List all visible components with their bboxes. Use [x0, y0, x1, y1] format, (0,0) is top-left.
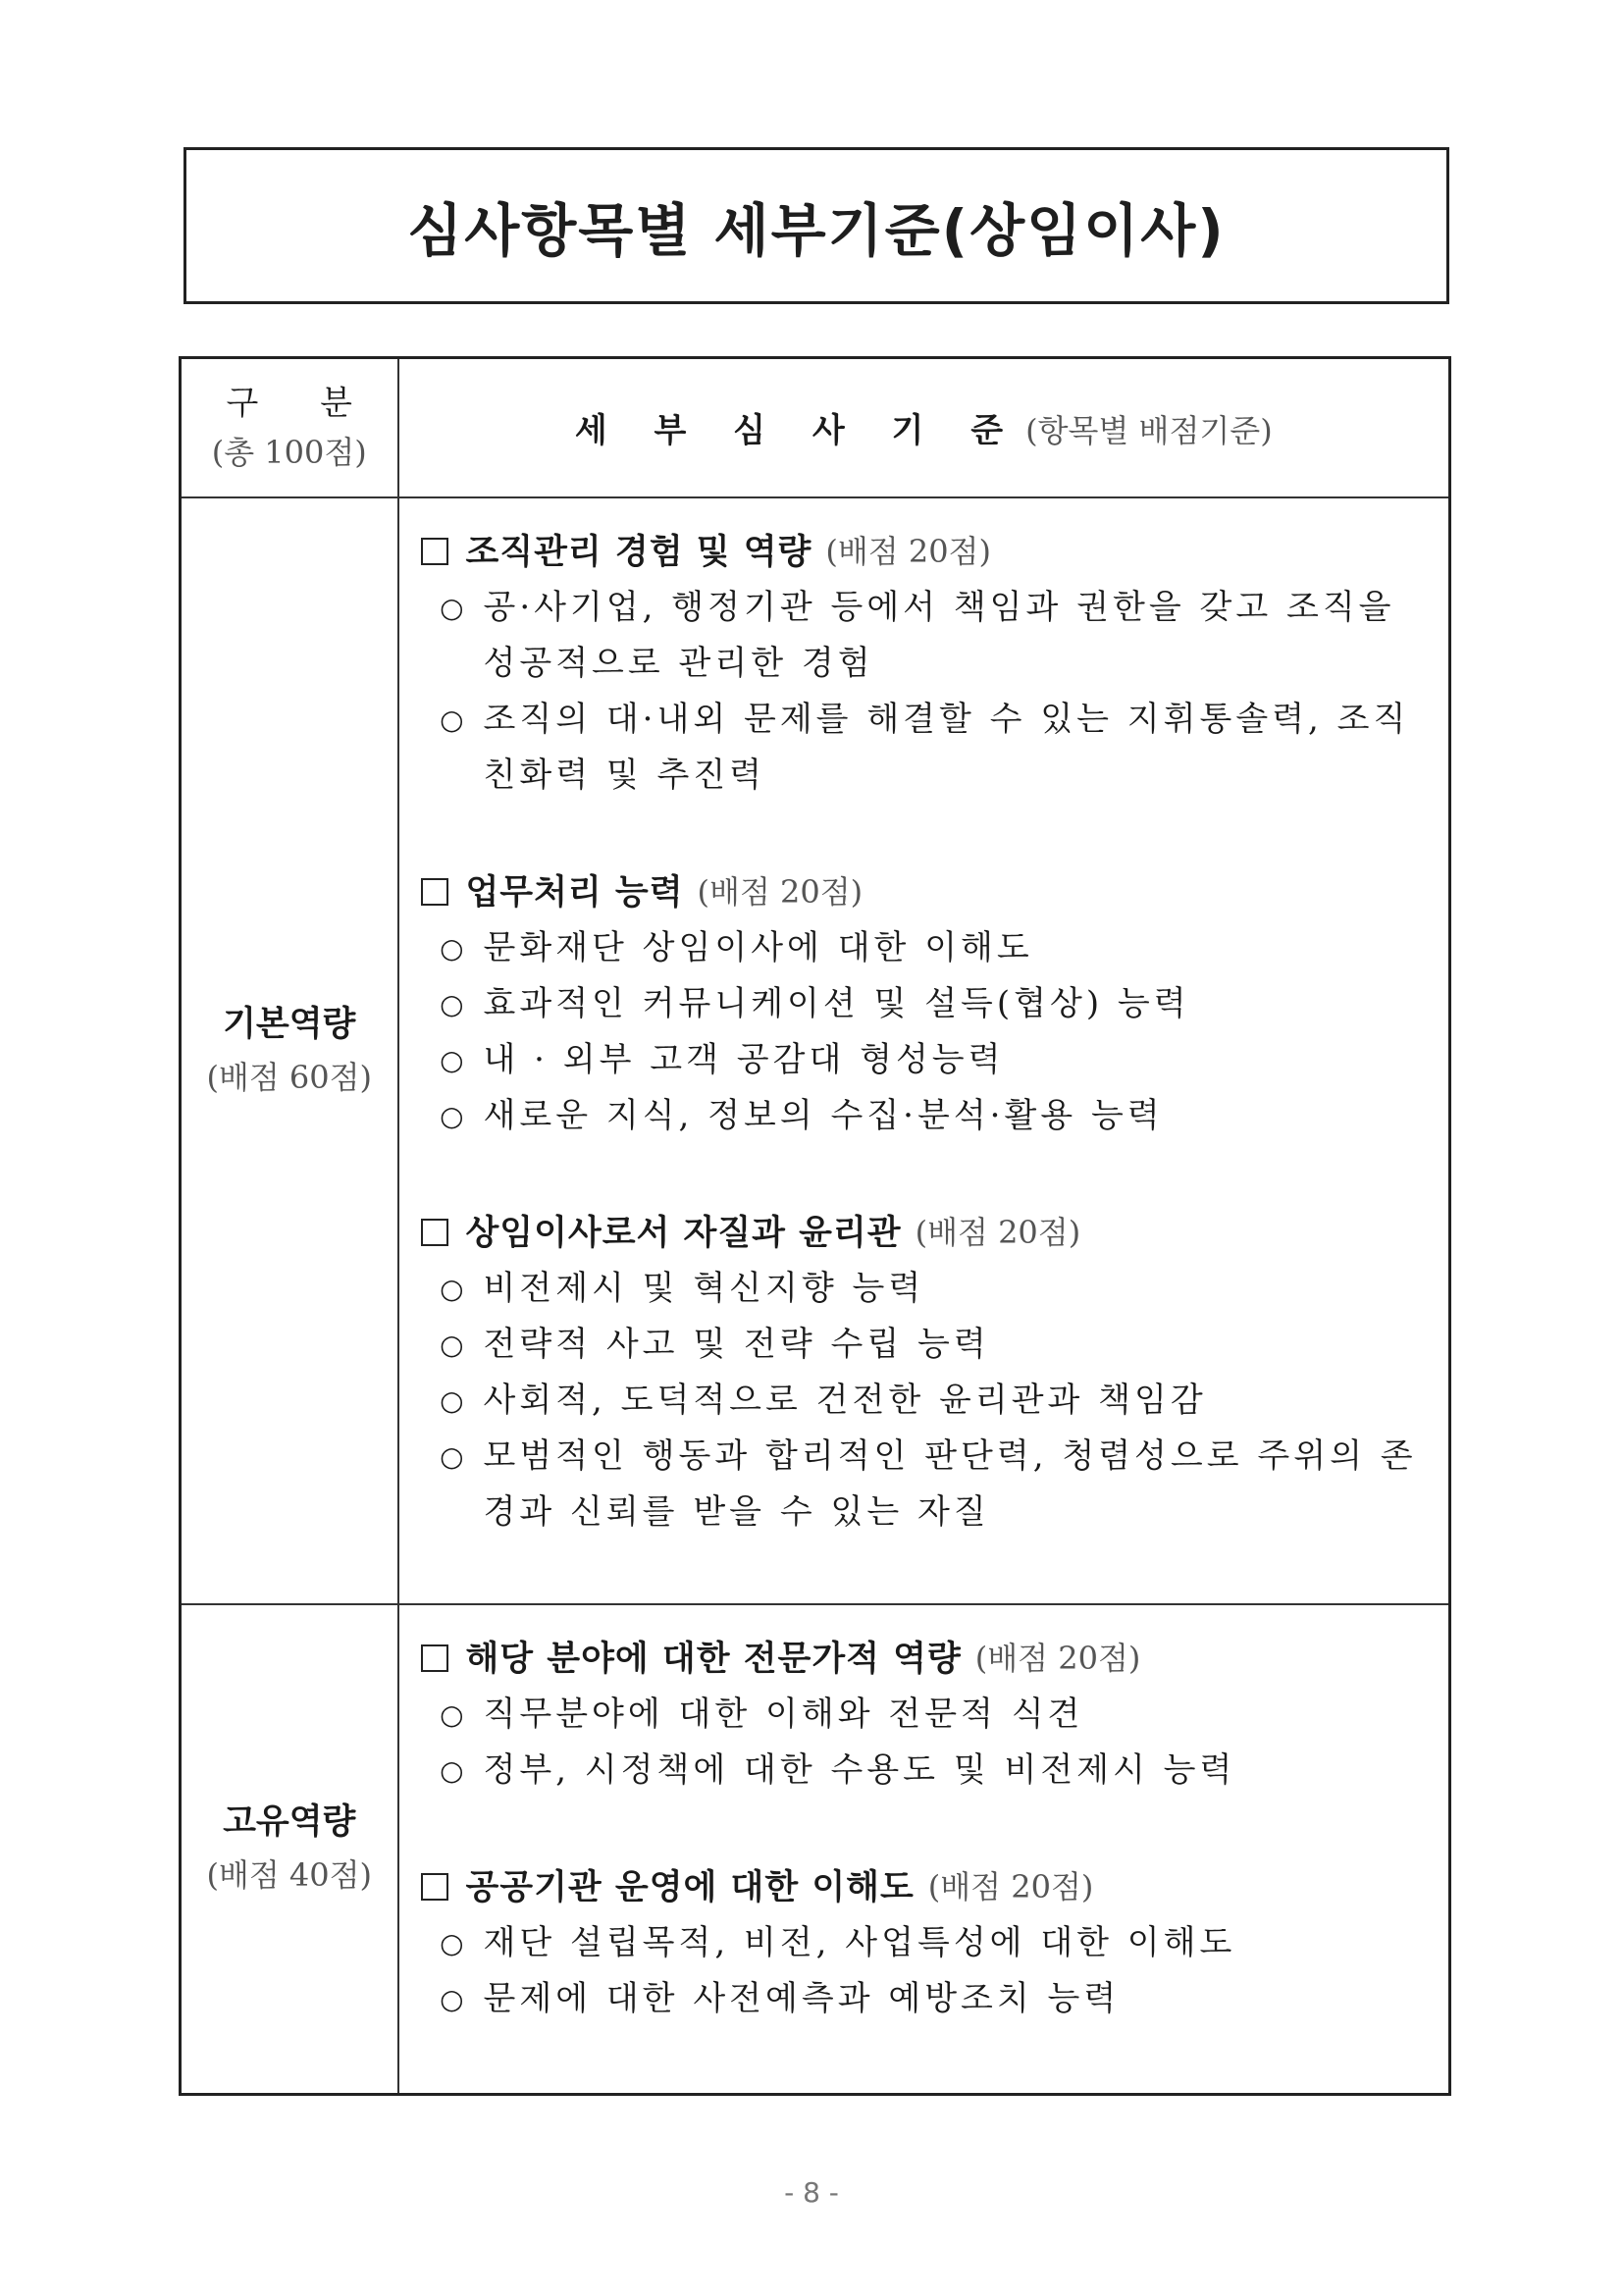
section-title: 업무처리 능력 — [465, 871, 684, 913]
category-points: (배점 40점) — [206, 1856, 373, 1895]
list-item — [421, 1915, 1449, 1971]
section-heading — [421, 1205, 1449, 1261]
item-text: 효과적인 커뮤니케이션 및 설득(협상) 능력 — [483, 983, 1190, 1023]
list-item — [421, 1743, 1449, 1799]
checkbox-icon — [421, 878, 448, 906]
list-item — [421, 1429, 1449, 1540]
list-item — [421, 976, 1449, 1032]
section-title: 공공기관 운영에 대한 이해도 — [465, 1866, 915, 1907]
circle-bullet-icon: ○ — [440, 703, 468, 736]
header-total-points: (총 100점) — [211, 433, 367, 471]
criteria-content — [398, 1604, 1450, 2095]
section-title: 해당 분야에 대한 전문가적 역량 — [465, 1638, 962, 1679]
header-criteria-cell — [398, 358, 1450, 497]
page-number: - 8 - — [784, 2176, 839, 2209]
circle-bullet-icon: ○ — [440, 1982, 468, 2015]
list-item — [421, 1261, 1449, 1317]
header-criteria-sub: (항목별 배점기준) — [1025, 412, 1273, 450]
section-points: (배점 20점) — [697, 872, 864, 911]
circle-bullet-icon: ○ — [440, 1272, 468, 1305]
list-item — [421, 1373, 1449, 1429]
item-text: 모범적인 행동과 합리적인 판단력, 청렴성으로 주위의 존경과 신뢰를 받을 수 있는 자질 — [483, 1435, 1417, 1532]
item-text: 재단 설립목적, 비전, 사업특성에 대한 이해도 — [483, 1922, 1236, 1962]
item-text: 비전제시 및 혁신지향 능력 — [483, 1268, 925, 1308]
criteria-section — [421, 1205, 1449, 1540]
criteria-section — [421, 1631, 1449, 1799]
header-criteria-label: 세 부 심 사 기 준 — [574, 411, 1021, 451]
title-box — [183, 147, 1449, 304]
category-cell — [181, 1604, 398, 2095]
criteria-content — [398, 497, 1450, 1604]
circle-bullet-icon: ○ — [440, 931, 468, 965]
category-name: 기본역량 — [223, 1003, 356, 1044]
item-text: 공·사기업, 행정기관 등에서 책임과 권한을 갖고 조직을 성공적으로 관리한 경험 — [483, 587, 1395, 683]
item-text: 새로운 지식, 정보의 수집·분석·활용 능력 — [483, 1095, 1164, 1135]
header-row — [181, 358, 1450, 497]
item-text: 문화재단 상임이사에 대한 이해도 — [483, 927, 1033, 967]
checkbox-icon — [421, 1219, 448, 1246]
circle-bullet-icon: ○ — [440, 1328, 468, 1361]
list-item — [421, 920, 1449, 976]
item-text: 직무분야에 대한 이해와 전문적 식견 — [483, 1694, 1084, 1734]
circle-bullet-icon: ○ — [440, 987, 468, 1020]
section-heading — [421, 524, 1449, 580]
list-item — [421, 1032, 1449, 1088]
criteria-section — [421, 1859, 1449, 2027]
page-title: 심사항목별 세부기준(상임이사) — [407, 197, 1226, 264]
section-title: 상임이사로서 자질과 윤리관 — [465, 1212, 902, 1253]
section-points: (배점 20점) — [927, 1867, 1094, 1905]
header-category-label: 구 분 — [226, 383, 378, 423]
category-points: (배점 60점) — [206, 1058, 373, 1096]
circle-bullet-icon: ○ — [440, 1043, 468, 1076]
list-item — [421, 580, 1449, 692]
item-text: 정부, 시정책에 대한 수용도 및 비전제시 능력 — [483, 1749, 1236, 1790]
criteria-table — [179, 356, 1451, 2096]
list-item — [421, 1317, 1449, 1373]
header-category-cell — [181, 358, 398, 497]
section-title: 조직관리 경험 및 역량 — [465, 531, 812, 572]
item-text: 문제에 대한 사전예측과 예방조치 능력 — [483, 1978, 1121, 2018]
category-row-unique — [181, 1604, 1450, 2095]
checkbox-icon — [421, 538, 448, 565]
circle-bullet-icon: ○ — [440, 1926, 468, 1959]
section-heading — [421, 864, 1449, 920]
circle-bullet-icon: ○ — [440, 1099, 468, 1132]
section-heading — [421, 1631, 1449, 1687]
circle-bullet-icon: ○ — [440, 1439, 468, 1473]
criteria-section — [421, 864, 1449, 1144]
list-item — [421, 1971, 1449, 2027]
list-item — [421, 692, 1449, 804]
circle-bullet-icon: ○ — [440, 1697, 468, 1731]
list-item — [421, 1687, 1449, 1743]
circle-bullet-icon: ○ — [440, 591, 468, 624]
checkbox-icon — [421, 1873, 448, 1901]
checkbox-icon — [421, 1644, 448, 1672]
section-points: (배점 20점) — [915, 1213, 1081, 1251]
item-text: 전략적 사고 및 전략 수립 능력 — [483, 1324, 990, 1364]
section-points: (배점 20점) — [825, 532, 991, 570]
section-heading — [421, 1859, 1449, 1915]
circle-bullet-icon: ○ — [440, 1753, 468, 1787]
category-name: 고유역량 — [223, 1801, 356, 1843]
criteria-section — [421, 524, 1449, 804]
category-cell — [181, 497, 398, 1604]
item-text: 조직의 대·내외 문제를 해결할 수 있는 지휘통솔력, 조직 친화력 및 추진력 — [483, 699, 1410, 795]
list-item — [421, 1088, 1449, 1144]
category-row-basic — [181, 497, 1450, 1604]
section-points: (배점 20점) — [974, 1639, 1141, 1677]
item-text: 내 · 외부 고객 공감대 형성능력 — [483, 1039, 1005, 1079]
circle-bullet-icon: ○ — [440, 1383, 468, 1417]
item-text: 사회적, 도덕적으로 건전한 윤리관과 책임감 — [483, 1380, 1207, 1420]
